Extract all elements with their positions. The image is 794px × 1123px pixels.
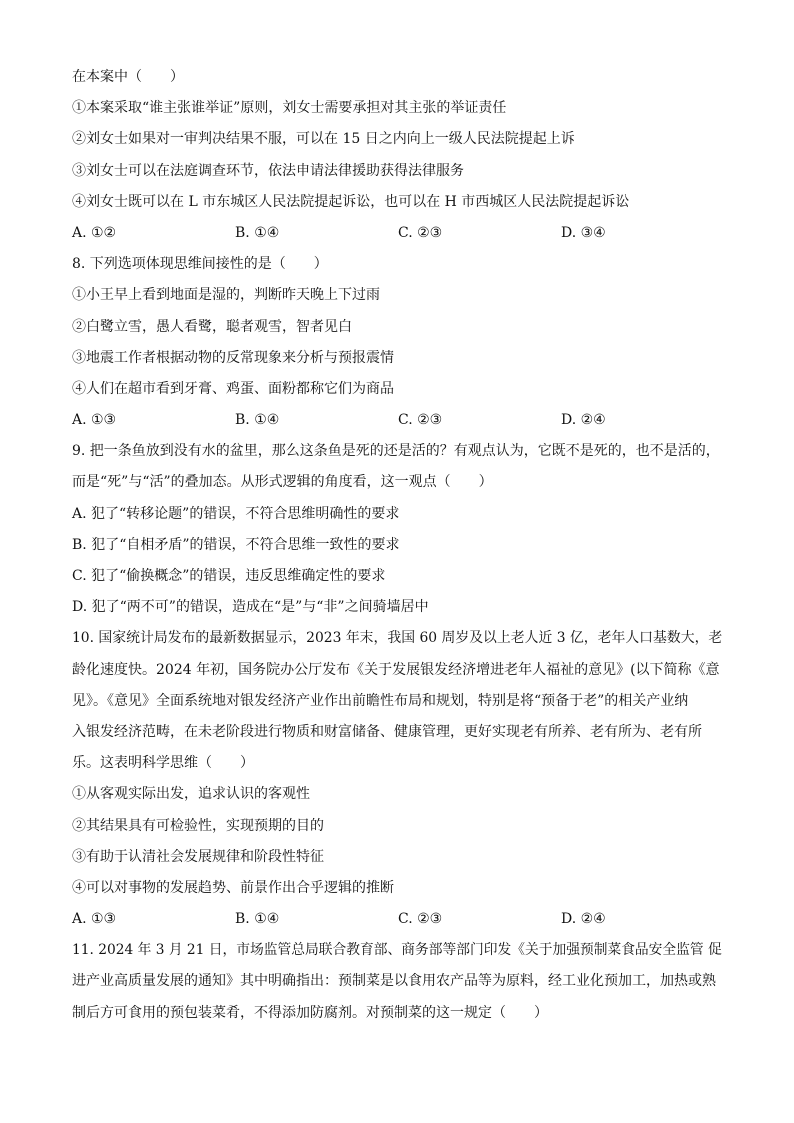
q7-option-d: D. ③④ bbox=[561, 224, 606, 241]
q8-option-b: B. ①④ bbox=[235, 412, 280, 429]
q10-stem-line-3: 见》。《意见》全面系统地对银发经济产业作出前瞻性布局和规划，特别是将“预备于老”的相关产业纳 bbox=[72, 692, 689, 709]
q10-option-a: A. ①③ bbox=[72, 911, 117, 928]
q7-statement-3: ③刘女士可以在法庭调查环节，依法申请法律援助获得法律服务 bbox=[72, 162, 464, 179]
q11-stem-line-2: 进产业高质量发展的通知》其中明确指出：预制菜是以食用农产品等为原料，经工业化预加工，加热或熟 bbox=[72, 973, 716, 990]
q9-option-d: D. 犯了“两不可”的错误，造成在“是”与“非”之间骑墙居中 bbox=[72, 599, 429, 616]
q10-statement-4: ④可以对事物的发展趋势、前景作出合乎逻辑的推断 bbox=[72, 879, 394, 896]
q10-stem-line-5: 乐。这表明科学思维（ ） bbox=[72, 755, 254, 772]
q8-options bbox=[72, 405, 722, 436]
q8-option-d: D. ②④ bbox=[561, 412, 606, 429]
q7-option-b: B. ①④ bbox=[235, 224, 280, 241]
q11-stem-line-1: 11. 2024 年 3 月 21 日，市场监管总局联合教育部、商务部等部门印发《关于加强预制菜食品安全监管 促 bbox=[72, 942, 722, 959]
question-content bbox=[72, 62, 722, 1029]
q8-option-c: C. ②③ bbox=[398, 412, 443, 429]
q9-option-a: A. 犯了“转移论题”的错误，不符合思维明确性的要求 bbox=[72, 505, 400, 522]
q8-stem: 8. 下列选项体现思维间接性的是（ ） bbox=[72, 256, 328, 273]
q7-option-a: A. ①② bbox=[72, 224, 117, 241]
q7-options bbox=[72, 218, 722, 249]
q10-statement-2: ②其结果具有可检验性，实现预期的目的 bbox=[72, 817, 324, 834]
q9-stem-line-1: 9. 把一条鱼放到没有水的盆里，那么这条鱼是死的还是活的？有观点认为，它既不是死的，也不是活的， bbox=[72, 443, 720, 460]
q9-option-b: B. 犯了“自相矛盾”的错误，不符合思维一致性的要求 bbox=[72, 536, 400, 553]
q9-option-c: C. 犯了“偷换概念”的错误，违反思维确定性的要求 bbox=[72, 568, 386, 584]
q10-option-d: D. ②④ bbox=[561, 911, 606, 928]
q10-option-c: C. ②③ bbox=[398, 911, 443, 928]
q7-stem: 在本案中（ ） bbox=[72, 69, 184, 85]
q8-statement-3: ③地震工作者根据动物的反常现象来分析与预报震情 bbox=[72, 349, 394, 366]
q10-options bbox=[72, 904, 722, 935]
q9-stem-line-2: 而是“死”与“活”的叠加态。从形式逻辑的角度看，这一观点（ ） bbox=[72, 474, 493, 491]
q8-statement-1: ①小王早上看到地面是湿的，判断昨天晚上下过雨 bbox=[72, 287, 380, 304]
q10-statement-1: ①从客观实际出发，追求认识的客观性 bbox=[72, 786, 310, 803]
q10-stem-line-2: 龄化速度快。2024 年初，国务院办公厅发布《关于发展银发经济增进老年人福祉的意见》(以下简称《意 bbox=[72, 661, 720, 678]
q7-statement-4: ④刘女士既可以在 L 市东城区人民法院提起诉讼，也可以在 H 市西城区人民法院提起诉讼 bbox=[72, 193, 630, 210]
q10-stem-line-4: 入银发经济范畴，在未老阶段进行物质和财富储备、健康管理，更好实现老有所养、老有所为、老有所 bbox=[72, 723, 702, 740]
q7-statement-1: ①本案采取“谁主张谁举证”原则，刘女士需要承担对其主张的举证责任 bbox=[72, 100, 507, 117]
q10-stem-line-1: 10. 国家统计局发布的最新数据显示，2023 年末，我国 60 周岁及以上老人近 3 亿，老年人口基数大，老 bbox=[72, 630, 723, 647]
q7-statement-2: ②刘女士如果对一审判决结果不服，可以在 15 日之内向上一级人民法院提起上诉 bbox=[72, 131, 575, 148]
q11-stem-line-3: 制后方可食用的预包装菜肴，不得添加防腐剂。对预制菜的这一规定（ ） bbox=[72, 1004, 548, 1021]
q7-option-c: C. ②③ bbox=[398, 224, 443, 241]
q8-option-a: A. ①③ bbox=[72, 412, 117, 429]
q8-statement-4: ④人们在超市看到牙膏、鸡蛋、面粉都称它们为商品 bbox=[72, 380, 394, 397]
q8-statement-2: ②白鹭立雪，愚人看鹭，聪者观雪，智者见白 bbox=[72, 318, 352, 335]
q10-statement-3: ③有助于认清社会发展规律和阶段性特征 bbox=[72, 848, 324, 865]
q10-option-b: B. ①④ bbox=[235, 911, 280, 928]
